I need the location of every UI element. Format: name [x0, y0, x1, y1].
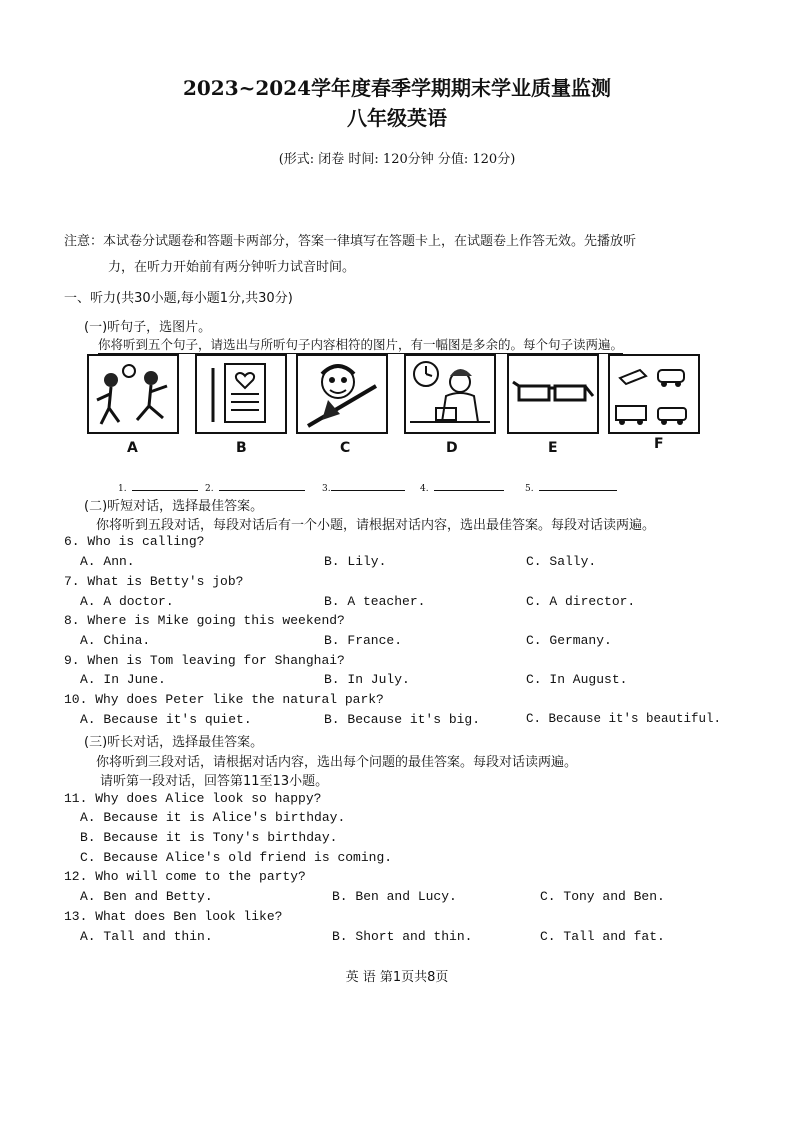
- part3-instruction: 你将听到三段对话，请根据对话内容，选出每个问题的最佳答案。每段对话读两遍。: [96, 755, 578, 770]
- part1-heading: (一)听句子，选图片。: [84, 320, 212, 335]
- question-12: 12. Who will come to the party?: [64, 869, 306, 884]
- page-subtitle: 八年级英语: [347, 106, 447, 130]
- picture-label-f: F: [654, 436, 664, 452]
- question-8: 8. Where is Mike going this weekend?: [64, 613, 345, 628]
- option-8c: C. Germany.: [526, 633, 612, 648]
- option-6a: A. Ann.: [80, 554, 135, 569]
- option-8a: A. China.: [80, 633, 151, 648]
- option-10c: C. Because it's beautiful.: [526, 712, 722, 726]
- part3-sub-instruction: 请听第一段对话，回答第11至13小题。: [100, 774, 329, 789]
- question-6: 6. Who is calling?: [64, 534, 205, 549]
- part2-instruction: 你将听到五段对话，每段对话后有一个小题，请根据对话内容，选出最佳答案。每段对话读两遍。: [96, 518, 656, 533]
- part3-heading: (三)听长对话，选择最佳答案。: [84, 735, 264, 750]
- picture-b: [195, 354, 287, 434]
- part2-heading: (二)听短对话，选择最佳答案。: [84, 499, 264, 514]
- option-12b: B. Ben and Lucy.: [332, 889, 457, 904]
- answer-blank-5[interactable]: [525, 476, 617, 495]
- option-8b: B. France.: [324, 633, 403, 648]
- option-11c: C. Because Alice's old friend is coming.: [80, 850, 393, 865]
- option-6b: B. Lily.: [324, 554, 387, 569]
- notice-line-2: 力，在听力开始前有两分钟听力试音时间。: [108, 260, 356, 275]
- picture-f: [608, 354, 700, 434]
- picture-e: [507, 354, 599, 434]
- answer-blank-4[interactable]: [420, 476, 504, 495]
- answer-blank-2[interactable]: [205, 476, 305, 495]
- question-13: 13. What does Ben look like?: [64, 909, 283, 924]
- exam-info: (形式: 闭卷 时间: 120分钟 分值: 120分): [278, 152, 516, 167]
- page-title: 2023~2024学年度春季学期期末学业质量监测: [182, 76, 612, 100]
- answer-blank-3[interactable]: [322, 476, 405, 495]
- option-6c: C. Sally.: [526, 554, 597, 569]
- option-11a: A. Because it is Alice's birthday.: [80, 810, 346, 825]
- greeting-card-icon: [197, 356, 285, 432]
- question-7: 7. What is Betty's job?: [64, 574, 244, 589]
- option-10b: B. Because it's big.: [324, 712, 481, 727]
- option-13a: A. Tall and thin.: [80, 929, 213, 944]
- question-11: 11. Why does Alice look so happy?: [64, 791, 322, 806]
- option-9c: C. In August.: [526, 672, 628, 687]
- page-footer: 英 语 第1页共8页: [345, 970, 449, 985]
- option-7b: B. A teacher.: [324, 594, 426, 609]
- option-9a: A. In June.: [80, 672, 166, 687]
- blank-number: 3.: [322, 484, 331, 494]
- option-7c: C. A director.: [526, 594, 636, 609]
- kids-playing-football-icon: [89, 356, 177, 432]
- notice-line-1: 注意：本试卷分试题卷和答题卡两部分，答案一律填写在答题卡上，在试题卷上作答无效。先播放听: [64, 234, 637, 249]
- option-9b: B. In July.: [324, 672, 410, 687]
- blank-number: 1.: [118, 484, 127, 494]
- blank-number: 5.: [525, 484, 534, 494]
- answer-blank-1[interactable]: [118, 476, 198, 495]
- section-heading: 一、听力(共30小题,每小题1分,共30分): [64, 291, 293, 306]
- monkey-king-icon: [298, 356, 386, 432]
- picture-label-d: D: [446, 440, 458, 456]
- picture-label-a: A: [127, 440, 138, 456]
- picture-label-c: C: [340, 440, 351, 456]
- option-12c: C. Tony and Ben.: [540, 889, 665, 904]
- question-9: 9. When is Tom leaving for Shanghai?: [64, 653, 345, 668]
- picture-a: [87, 354, 179, 434]
- picture-d: [404, 354, 496, 434]
- option-7a: A. A doctor.: [80, 594, 174, 609]
- boy-reading-clock-icon: [406, 356, 494, 432]
- option-13b: B. Short and thin.: [332, 929, 473, 944]
- picture-label-e: E: [548, 440, 558, 456]
- part1-instruction: 你将听到五个句子，请选出与所听句子内容相符的图片，有一幅图是多余的。每个句子读两遍。: [98, 337, 624, 352]
- question-10: 10. Why does Peter like the natural park?: [64, 692, 384, 707]
- option-11b: B. Because it is Tony's birthday.: [80, 830, 338, 845]
- picture-label-b: B: [236, 440, 247, 456]
- option-12a: A. Ben and Betty.: [80, 889, 213, 904]
- blank-number: 4.: [420, 484, 429, 494]
- blank-number: 2.: [205, 484, 214, 494]
- glasses-icon: [509, 356, 597, 432]
- option-10a: A. Because it's quiet.: [80, 712, 252, 727]
- vehicles-icon: [610, 356, 698, 432]
- picture-c: [296, 354, 388, 434]
- option-13c: C. Tall and fat.: [540, 929, 665, 944]
